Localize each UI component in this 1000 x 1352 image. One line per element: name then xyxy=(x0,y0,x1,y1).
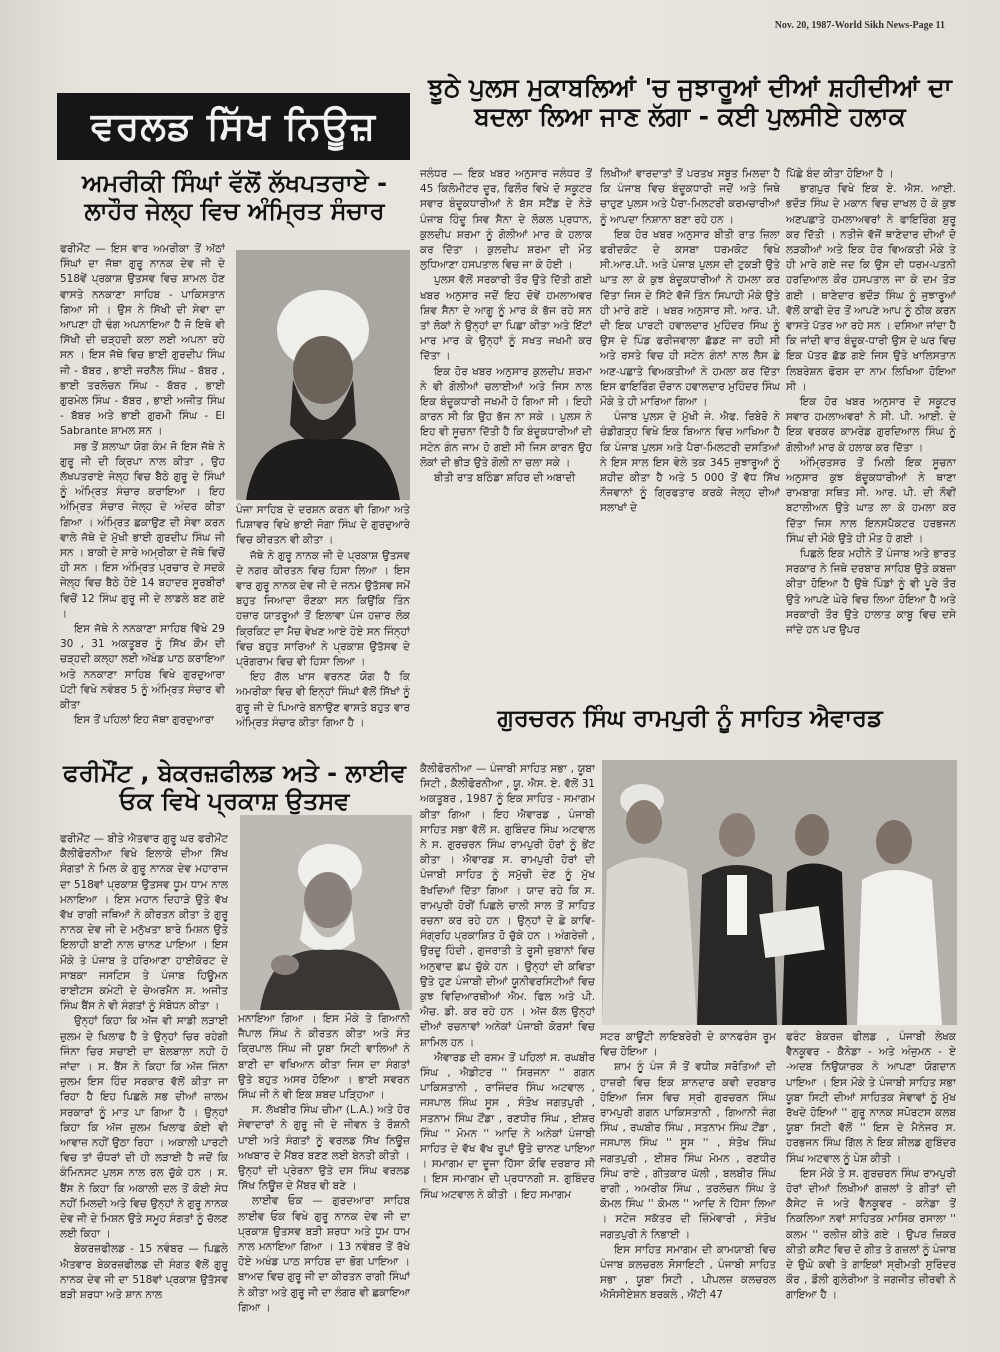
paragraph: ਅੰਮ੍ਰਿਤਸਰ ਤੋਂ ਮਿਲੀ ਇਕ ਸੂਚਨਾ ਅਨੁਸਾਰ ਕੁਝ ਬੰਦੂਕਧਾਰੀਆਂ ਨੇ ਥਾਣਾ ਰਾਮਬਾਗ ਸਥਿਤ ਸੀ. ਆਰ. ਪੀ. ਦੀ ਨੌਵੀਂ ਬਟਾਲੀਅਨ ਉਤੇ ਘਾਤ ਲਾ ਕੇ ਹਮਲਾ ਕਰ ਦਿੱਤਾ ਜਿਸ ਨਾਲ ਇਨਸਪੈਕਟਰ ਹਰਭਜਨ ਸਿੰਘ ਦੀ ਮੌਕੇ ਉਤੇ ਹੀ ਮੌਤ ਹੋ ਗਈ । xyxy=(786,456,956,545)
paragraph: ਸ. ਲੱਖਬੀਰ ਸਿੰਘ ਚੀਮਾ (L.A.) ਅਤੇ ਹੋਰ ਸੇਵਾਦਾਰਾਂ ਨੇ ਗੁਰੂ ਜੀ ਦੇ ਜੀਵਨ ਤੇ ਰੌਸ਼ਨੀ ਪਾਈ ਅਤੇ ਸੰਗਤਾਂ ਨੂੰ ਵਰਲਡ ਸਿੱਖ ਨਿਊਜ਼ ਅਖਬਾਰ ਦੇ ਮੈਂਬਰ ਬਣਣ ਲਈ ਬੇਨਤੀ ਕੀਤੀ । ਉਨ੍ਹਾਂ ਦੀ ਪ੍ਰੇਰਨਾ ਉਤੇ ਦਸ ਸਿੰਘ ਵਰਲਡ ਸਿੱਖ ਨਿਊਜ਼ ਦੇ ਮੈਂਬਰ ਵੀ ਬਣੇ । xyxy=(238,1104,410,1193)
elder-portrait-photo xyxy=(240,815,412,1010)
paragraph: ਫਰੰਟ ਬੇਕਰਜ਼ ਫੀਲਡ , ਪੰਜਾਬੀ ਲੇਖਕ ਵੈਨਕੂਵਰ - ਕੈਨੇਡਾ - ਅਤੇ ਅੰਜੁਮਨ - ਏ -ਅਦਬ ਨਿਉਯਾਰਕ ਨੇ ਆਪਣਾ ਯੋਗਦਾਨ ਪਾਇਆ । ਇਸ ਮੌਕੇ ਤੇ ਪੰਜਾਬੀ ਸਾਹਿਤ ਸਭਾ ਯੂਬਾ ਸਿਟੀ ਦੀਆਂ ਸਾਹਿਤਕ ਸੇਵਾਵਾਂ ਨੂੰ ਮੁੱਖ ਰੱਖਦੇ ਹੋਇਆਂ '' ਗੁਰੂ ਨਾਨਕ ਸਪੋਰਟਸ ਕਲਬ ਯੂਬਾ ਸਿਟੀ ਵੱਲੋਂ '' ਇਸ ਦੇ ਮੈਨੇਜਰ ਸ. ਹਰਭਜਨ ਸਿੰਘ ਗਿੱਲ ਨੇ ਇਕ ਸ਼ੀਲਡ ਗੁਬਿੰਦਰ ਸਿੰਘ ਅਟਵਾਲ ਨੂੰ ਪੇਸ਼ ਕੀਤੀ । xyxy=(786,1031,956,1165)
paragraph: ਇਸ ਮੌਕੇ ਤੇ ਸ. ਗੁਰਚਰਨ ਸਿੰਘ ਰਾਮਪੁਰੀ ਹੋਰਾਂ ਦੀਆਂ ਲਿਖੀਆਂ ਗਜ਼ਲਾਂ ਤੇ ਗੀਤਾਂ ਦੀ ਕੈਸੇਟ ਜੋ ਅਤੇ ਵੈਨਕੂਵਰ - ਕਨੇਡਾ ਤੋਂ ਨਿਕਲਿਆ ਨਵਾਂ ਸਾਹਿਤਕ ਮਾਸਿਕ ਰਸਾਲਾ '' ਕਲਮ '' ਰਲੀਜ਼ ਕੀਤੇ ਗਏ । ਉਪਰ ਜ਼ਿਕਰ ਕੀਤੀ ਕਸੈਟ ਵਿਚ ਦੋ ਗੀਤ ਤੇ ਗਜ਼ਲਾਂ ਨੂੰ ਪੰਜਾਬ ਦੇ ਉਘੇ ਕਵੀ ਤੇ ਗਾਇਕਾਂ ਸ੍ਰੀਮਤੀ ਸੁਰਿੰਦਰ ਕੌਰ , ਡੌਲੀ ਗੁਲੇਰੀਆ ਤੇ ਜਗਜੀਤ ਜ਼ੀਰਵੀ ਨੇ ਗਾਇਆ ਹੈ । xyxy=(786,1167,956,1302)
paragraph: ਇਹ ਗੱਲ ਖਾਸ ਵਰਨਣ ਯੋਗ ਹੈ ਕਿ ਅਮਰੀਕਾ ਵਿਚ ਵੀ ਇਨ੍ਹਾਂ ਸਿੰਘਾਂ ਵੱਲੋਂ ਸਿੱਖਾਂ ਨੂੰ ਗੁਰੂ ਜੀ ਦੇ ਪਿਆਰੇ ਬਨਾਉਣ ਵਾਸਤੇ ਬਹੁਤ ਵਾਰ ਅੰਮ੍ਰਿਤ ਸੰਚਾਰ ਕੀਤਾ ਗਿਆ ਹੈ । xyxy=(236,671,410,729)
paragraph: ਪਿਛਲੇ ਇਕ ਮਹੀਨੇ ਤੋਂ ਪੰਜਾਬ ਅਤੇ ਭਾਰਤ ਸਰਕਾਰ ਨੇ ਜਿਥੇ ਦਰਬਾਰ ਸਾਹਿਬ ਉਤੇ ਕਬਜ਼ਾ ਕੀਤਾ ਹੋਇਆ ਹੈ ਉਥੇ ਪਿੰਡਾਂ ਨੂੰ ਵੀ ਪੂਰੇ ਤੌਰ ਉਤੇ ਆਪਣੇ ਘੇਰੇ ਵਿਚ ਲਿਆ ਹੋਇਆ ਹੈ ਅਤੇ ਸਰਕਾਰੀ ਤੌਰ ਉਤੇ ਹਾਲਾਤ ਕਾਬੂ ਵਿਚ ਦਸੇ ਜਾਂਦੇ ਹਨ ਪਰ ਉਪਰ xyxy=(786,548,956,637)
award-column-1 xyxy=(420,762,595,1344)
main-column-3 xyxy=(786,167,956,695)
award-column-2 xyxy=(600,1030,776,1345)
paragraph: ਐਵਾਰਡ ਦੀ ਰਸਮ ਤੋਂ ਪਹਿਲਾਂ ਸ. ਰਘਬੀਰ ਸਿੰਘ , ਐਡੀਟਰ '' ਸਿਰਜਨਾ '' ਗਗਨ ਪਾਕਿਸਤਾਨੀ , ਰਾਜਿੰਦਰ ਸਿੰਘ ਅਟਵਾਲ , ਜਸਪਾਲ ਸਿੰਘ ਸੂਸ , ਸੰਤੋਖ ਜਗਤਪੁਰੀ , ਸਤਨਾਮ ਸਿੰਘ ਟੌਂਡਾ , ਰਣਧੀਰ ਸਿੰਘ , ਈਸ਼ਰ ਸਿੰਘ '' ਮੋਮਨ '' ਆਦਿ ਨੇ ਅਨੇਕਾਂ ਪੰਜਾਬੀ ਸਾਹਿਤ ਦੇ ਵੱਖ ਵੱਖ ਰੂਪਾਂ ਉਤੇ ਚਾਨਣ ਪਾਇਆ । ਸਮਾਗਮ ਦਾ ਦੂਜਾ ਹਿੱਸਾ ਕੋਵਿ ਦਰਬਾਰ ਸੀ । ਇਸ ਸਮਾਗਮ ਦੀ ਪ੍ਰਧਾਨਗੀ ਸ. ਗੁਬਿੰਦਰ ਸਿੰਘ ਅਟਵਾਲ ਨੇ ਕੀਤੀ । ਇਹ ਸਮਾਗਮ xyxy=(420,1051,595,1201)
masthead: ਵਰਲਡ ਸਿੱਖ ਨਿਊਜ਼ xyxy=(57,93,410,160)
lahore-column-1 xyxy=(60,242,225,747)
paragraph: ਭਾਗਪੁਰ ਵਿਖੇ ਇਕ ਏ. ਐਸ. ਆਈ. ਭਦੌੜ ਸਿੰਘ ਦੇ ਮਕਾਨ ਵਿਚ ਦਾਖਲ ਹੋ ਕੇ ਕੁਝ ਅਣਪਛਾਤੇ ਹਮਲਾਅਵਰਾਂ ਨੇ ਫਾਇਰਿੰਗ ਸ਼ੁਰੂ ਕਰ ਦਿੱਤੀ । ਨਤੀਜੇ ਵੱਜੋਂ ਥਾਣੇਦਾਰ ਦੀਆਂ ਦੋ ਲੜਕੀਆਂ ਅਤੇ ਇਕ ਹੋਰ ਵਿਅਕਤੀ ਮੌਕੇ ਤੇ ਹੀ ਮਾਰੇ ਗਏ ਜਦ ਕਿ ਉਸ ਦੀ ਧਰਮ-ਪਤਨੀ ਹਰਦਿਆਲ ਕੌਰ ਹਸਪਤਾਲ ਜਾ ਕੇ ਦਮ ਤੋੜ ਗਈ । ਥਾਣੇਦਾਰ ਭਦੌੜ ਸਿੰਘ ਨੂੰ ਜੁਝਾਰੂਆਂ ਵੱਲੋਂ ਕਾਫੀ ਦੇਰ ਤੋਂ ਆਪਣੇ ਆਪ ਨੂੰ ਠੀਕ ਕਰਨ ਵਾਸਤੇ ਪੱਤਰ ਆ ਰਹੇ ਸਨ । ਦਸਿਆ ਜਾਂਦਾ ਹੈ ਕਿ ਜਾਂਦੀ ਵਾਰ ਬੰਦੂਕ-ਧਾਰੀ ਉਸ ਦੇ ਘਰ ਵਿਚ ਇਕ ਪੱਤਰ ਛੱਡ ਗਏ ਜਿਸ ਉਤੇ ਖਾਲਿਸਤਾਨ ਲਿਬਰੇਸ਼ਨ ਫੋਰਸ ਦਾ ਨਾਮ ਲਿਖਿਆ ਹੋਇਆ ਸੀ । xyxy=(786,183,956,393)
lahore-headline: ਅਮਰੀਕੀ ਸਿੰਘਾਂ ਵੱਲੋਂ ਲੱਖਪਤਰਾਏ - ਲਾਹੌਰ ਜੇਲ੍ਹ ਵਿਚ ਅੰਮ੍ਰਿਤ ਸੰਚਾਰ xyxy=(81,169,388,225)
fremont-column-1 xyxy=(60,832,228,1344)
fremont-headline: ਫਰੀਮੌਂਟ , ਬੇਕਰਜ਼ਫੀਲਡ ਅਤੇ - ਲਾਈਵ ਓਕ ਵਿਖੇ ਪ੍ਰਕਾਸ਼ ਉਤਸਵ xyxy=(63,759,406,815)
main-column-1 xyxy=(420,167,592,695)
paragraph: ਇਸ ਤੋਂ ਪਹਿਲਾਂ ਇਹ ਜੱਥਾ ਗੁਰਦੁਆਰਾ xyxy=(74,714,214,727)
portrait-image xyxy=(236,250,410,500)
paragraph: ਸ਼ਾਮ ਨੂੰ ਪੰਜ ਸੌ ਤੋਂ ਵਧੀਕ ਸਰੋਤਿਆਂ ਦੀ ਹਾਜ਼ਰੀ ਵਿਚ ਇਕ ਸ਼ਾਨਦਾਰ ਕਵੀ ਦਰਬਾਰ ਹੋਇਆ ਜਿਸ ਵਿਚ ਸ੍ਰੀ ਗੁਰਚਰਨ ਸਿੰਘ ਰਾਮਪੁਰੀ ਗਗਨ ਪਾਕਿਸਤਾਨੀ , ਗਿਆਨੀ ਜੰਗ ਸਿੰਘ , ਰਘਬੀਰ ਸਿੰਘ , ਸਤਨਾਮ ਸਿੰਘ ਟੌਂਡਾ , ਜਸਪਾਲ ਸਿੰਘ '' ਸੂਸ '' , ਸੰਤੋਖ ਸਿੰਘ ਜਗਤਪੁਰੀ , ਈਸ਼ਰ ਸਿੰਘ ਮੋਮਨ , ਰਣਧੀਰ ਸਿੰਘ ਰਾਏ , ਗੀਤਕਾਰ ਘੱਲੀ , ਬਲਬੀਰ ਸਿੰਘ ਰਾਗੀ , ਅਮਰੀਕ ਸਿੰਘ , ਤਰਲੋਚਨ ਸਿੰਘ ਤੇ ਕੋਮਲ ਸਿੰਘ '' ਕੋਮਲ '' ਆਦਿ ਨੇ ਹਿੱਸਾ ਲਿਆ । ਸਟੇਜ ਸਕੱਤਰ ਦੀ ਜ਼ਿੰਮੇਵਾਰੀ , ਸੰਤੋਖ ਜਗਤਪੁਰੀ ਨੇ ਨਿਭਾਈ । xyxy=(600,1061,776,1241)
paragraph: ਲਾਈਵ ਓਕ — ਗੁਰਦਆਰਾ ਸਾਹਿਬ ਲਾਈਵ ਓਕ ਵਿਖੇ ਗੁਰੂ ਨਾਨਕ ਦੇਵ ਜੀ ਦਾ ਪ੍ਰਕਾਸ਼ ਉਤਸਵ ਬੜੀ ਸ਼ਰਧਾ ਅਤੇ ਧੂਮ ਧਾਮ ਨਾਲ ਮਨਾਇਆ ਗਿਆ । 13 ਨਵੰਬਰ ਤੋਂ ਰੱਖੇ ਹੋਏ ਅਖੰਡ ਪਾਠ ਸਾਹਿਬ ਦਾ ਭੋਗ ਪਾਇਆ । ਬਾਅਦ ਵਿਚ ਗੁਰੂ ਜੀ ਦਾ ਕੀਰਤਨ ਰਾਗੀ ਸਿੰਘਾਂ ਨੇ ਕੀਤਾ ਅਤੇ ਗੁਰੂ ਜੀ ਦਾ ਲੰਗਰ ਵੀ ਛਕਾਇਆ ਗਿਆ । xyxy=(238,1195,410,1314)
elder-image xyxy=(240,815,412,1010)
fremont-column-2 xyxy=(238,1012,410,1344)
paragraph: ਉਨ੍ਹਾਂ ਕਿਹਾ ਕਿ ਅੱਜ ਵੀ ਸਾਡੀ ਲੜਾਈ ਜ਼ੁਲਮ ਦੇ ਖਿਲਾਫ ਹੈ ਤੇ ਉਨ੍ਹਾਂ ਚਿਰ ਰਹੇਗੀ ਜਿੰਨਾ ਚਿਰ ਸਚਾਈ ਦਾ ਬੋਲਬਾਲਾ ਨਹੀ ਹੋ ਜਾਂਦਾ । ਸ. ਬੈਂਸ ਨੇ ਕਿਹਾ ਕਿ ਅੱਜ ਜਿੰਨਾ ਜ਼ੁਲਮ ਇਸ ਹਿੰਦ ਸਰਕਾਰ ਵੱਲੋਂ ਕੀਤਾ ਜਾ ਰਿਹਾ ਹੈ ਇਹ ਪਿਛਲੇ ਸਭ ਦੀਆਂ ਜ਼ਾਲਮ ਸਰਕਾਰਾਂ ਨੂੰ ਮਾਤ ਪਾ ਗਿਆ ਹੈ । ਉਨ੍ਹਾਂ ਕਿਹਾ ਕਿ ਅੱਜ ਜ਼ੁਲਮ ਖਿਲਾਫ ਕੋਈ ਵੀ ਆਵਾਜ਼ ਨਹੀਂ ਉਠਾ ਰਿਹਾ । ਅਕਾਲੀ ਪਾਰਟੀ ਵਿਚ ਤਾਂ ਚੌਧਰਾਂ ਦੀ ਹੀ ਲੜਾਈ ਹੈ ਜਦੋਂ ਕਿ ਕੰਮਿਨਸਟ ਪੁਲਸ ਨਾਲ ਰਲ ਚੁੱਕੇ ਹਨ । ਸ. ਬੈਂਸ ਨੇ ਕਿਹਾ ਕਿ ਅਕਾਲੀ ਦਲ ਤੋਂ ਕੋਈ ਸੇਧ ਨਹੀਂ ਮਿਲਦੀ ਅਤੇ ਵਿਚ ਉਨ੍ਹਾਂ ਨੇ ਗੁਰੂ ਨਾਨਕ ਦੇਵ ਜੀ ਦੇ ਮਿਸ਼ਨ ਉਤੇ ਸਮੂਹ ਸੰਗਤਾਂ ਨੂੰ ਚੱਲਣ ਲਈ ਕਿਹਾ । xyxy=(60,1015,228,1241)
paragraph: ਪੰਜਾਬ ਪੁਲਸ ਦੇ ਮੁੱਖੀ ਜੇ. ਐਫ. ਰਿਬੇਰੋ ਨੇ ਚੰਡੀਗੜ੍ਹ ਵਿਖੇ ਇਕ ਬਿਆਨ ਵਿਚ ਆਖਿਆ ਹੈ ਕਿ ਪੰਜਾਬ ਪੁਲਸ ਅਤੇ ਪੈਰਾ-ਮਿਲਟਰੀ ਦਸਤਿਆਂ ਨੇ ਇਸ ਸਾਲ ਇਸ ਵੇਲੇ ਤਕ 345 ਜੁਝਾਰੂਆਂ ਨੂੰ ਸ਼ਹੀਦ ਕੀਤਾ ਹੈ ਅਤੇ 5 000 ਤੋਂ ਵੱਧ ਸਿੱਖ ਨੌਜਵਾਨਾਂ ਨੂੰ ਗ੍ਰਿਫਤਾਰ ਕਰਕੇ ਜੇਲ੍ਹ ਦੀਆਂ ਸਲਾਖਾਂ ਦੇ xyxy=(600,411,780,515)
paragraph: ਇਕ ਹੋਰ ਖਬਰ ਅਨੁਸਾਰ ਕੁਲਦੀਪ ਸ਼ਰਮਾ ਨੇ ਵੀ ਗੋਲੀਆਂ ਚਲਾਈਆਂ ਅਤੇ ਜਿਸ ਨਾਲ ਇਕ ਬੰਦੂਕਧਾਰੀ ਜਖਮੀ ਹੋ ਗਿਆ ਸੀ । ਇਹੀ ਕਾਰਨ ਸੀ ਕਿ ਉਹ ਭੱਜ ਨਾ ਸਕੇ । ਪੁਲਸ ਨੇ ਇਹ ਵੀ ਸੂਚਨਾ ਦਿੱਤੀ ਹੈ ਕਿ ਬੰਦੂਕਧਾਰੀਆਂ ਦੀ ਸਟੇਨ ਗੰਨ ਜਾਮ ਹੋ ਗਈ ਸੀ ਜਿਸ ਕਾਰਨ ਉਹ ਲੋਕਾਂ ਦੀ ਭੀੜ ਉਤੇ ਗੋਲੀ ਨਾ ਚਲਾ ਸਕੇ । xyxy=(420,365,592,469)
award-ceremony-image xyxy=(602,760,957,1025)
paragraph: ਜੱਥੇ ਨੇ ਗੁਰੂ ਨਾਨਕ ਜੀ ਦੇ ਪ੍ਰਕਾਸ਼ ਉਤਸਵ ਦੇ ਨਗਰ ਕੀਰਤਨ ਵਿਚ ਹਿਸਾ ਲਿਆ । ਇਸ ਵਾਰ ਗੁਰੂ ਨਾਨਕ ਦੇਵ ਜੀ ਦੇ ਜਨਮ ਉਤੱਸਵ ਸਮੇਂ ਬਹੁਤ ਜਿਆਦਾ ਰੌਣਕਾ ਸਨ ਕਿਉਂਕਿ ਤਿੰਨ ਹਜ਼ਾਰ ਯਾਤਰੂਆਂ ਤੋਂ ਇਲਾਵਾ ਪੰਜ ਹਜ਼ਾਰ ਲੋਕ ਕ੍ਰਿਕਿਟ ਦਾ ਮੈਚ ਵੇਖਣ ਆਏ ਹੋਏ ਸਨ ਜਿੰਨ੍ਹਾਂ ਵਿਚ ਬਹੁਤ ਸਾਰਿਆਂ ਨੇ ਪ੍ਰਕਾਸ਼ ਉਤੱਸਵ ਦੇ ਪ੍ਰੋਗਰਾਮ ਵਿਚ ਵੀ ਹਿਸਾ ਲਿਆ । xyxy=(236,549,410,669)
paragraph: ਜਲੰਧਰ — ਇਕ ਖਬਰ ਅਨੁਸਾਰ ਜਲੰਧਰ ਤੋਂ 45 ਕਿਲੋਮੀਟਰ ਦੂਰ, ਫਿਲੌਰ ਵਿਖੇ ਦੋ ਸਕੂਟਰ ਸਵਾਰ ਬੰਦੂਕਧਾਰੀਆਂ ਨੇ ਬੱਸ ਸਟੈਂਡ ਦੇ ਨੇੜੇ ਪੰਜਾਬ ਹਿੰਦੂ ਸਿਵ ਸੈਨਾ ਦੇ ਲੋਕਲ ਪ੍ਰਧਾਨ, ਕੁਲਦੀਪ ਸ਼ਰਮਾ ਨੂੰ ਗੋਲੀਆਂ ਮਾਰ ਕੇ ਹਲਾਕ ਕਰ ਦਿੱਤਾ । ਕੁਲਦੀਪ ਸ਼ਰਮਾ ਦੀ ਮੌਤ ਲੁਧਿਆਣਾ ਹਸਪਤਾਲ ਵਿਚ ਜਾ ਕੇ ਹੋਈ । xyxy=(420,168,592,272)
paragraph: ਬੇਕਰਜ਼ਫੀਲਡ - 15 ਨਵੰਬਰ — ਪਿਛਲੇ ਐਤਵਾਰ ਬੇਕਰਜ਼ਫੀਲਡ ਦੀ ਸੰਗਤ ਵੱਲੋਂ ਗੁਰੂ ਨਾਨਕ ਦੇਵ ਜੀ ਦਾ 518ਵਾਂ ਪ੍ਰਕਾਸ਼ ਉਤੱਸਵ ਬੜੀ ਸ਼ਰਧਾ ਅਤੇ ਸ਼ਾਨ ਨਾਲ xyxy=(60,1243,228,1302)
paragraph: ਇਸ ਜੱਥੇ ਨੇ ਨਨਕਾਣਾ ਸਾਹਿਬ ਵਿੱਖੇ 29 30 , 31 ਅਕਤੂਬਰ ਨੂੰ ਸਿੱਖ ਕੌਮ ਦੀ ਚੜ੍ਹਦੀ ਕਲ੍ਹਾ ਲਈ ਅੱਖੰਡ ਪਾਠ ਕਰਾਇਆ ਅਤੇ ਨਨਕਾਣਾ ਸਾਹਿਬ ਵਿਖੇ ਗੁਰਦੁਆਰਾ ਪੱਟੀ ਵਿਖੇ ਨਵੰਬਰ 5 ਨੂੰ ਅੰਮ੍ਰਿਤ ਸੰਚਾਰ ਵੀ ਕੀਤਾ xyxy=(60,623,225,712)
award-headline: ਗੁਰਚਰਨ ਸਿੰਘ ਰਾਮਪੁਰੀ ਨੂੰ ਸਾਹਿਤ ਐਵਾਰਡ xyxy=(497,704,883,732)
main-headline: ਝੂਠੇ ਪੁਲਸ ਮੁਕਾਬਲਿਆਂ 'ਚ ਜੁਝਾਰੂਆਂ ਦੀਆਂ ਸ਼ਹੀਦੀਆਂ ਦਾ ਬਦਲਾ ਲਿਆ ਜਾਣ ਲੱਗਾ - ਕਈ ਪੁਲਸੀਏ ਹਲਾਕ xyxy=(428,73,952,131)
paragraph: ਫਰੀਮੌਂਟ — ਬੀਤੇ ਐਤਵਾਰ ਗੁਰੂ ਘਰ ਫਰੀਮੌਂਟ ਕੈਲੀਫੋਰਨੀਆ ਵਿਖੇ ਇਲਾਕੇ ਦੀਆ ਸਿੱਖ ਸੰਗਤਾਂ ਨੇ ਮਿਲ ਕੇ ਗੁਰੂ ਨਾਨਕ ਦੇਵ ਮਹਾਰਾਜ ਦਾ 518ਵਾਂ ਪ੍ਰਕਾਸ਼ ਉਤਸਵ ਧੂਮ ਧਾਮ ਨਾਲ ਮਨਾਇਆ । ਇਸ ਮਹਾਨ ਦਿਹਾੜੇ ਉਤੇ ਵੱਖ ਵੱਖ ਰਾਗੀ ਜਥਿਆਂ ਨੇ ਕੀਰਤਨ ਕੀਤਾ ਤੇ ਗੁਰੂ ਨਾਨਕ ਦੇਵ ਜੀ ਦੇ ਮਨੁੱਖਤਾ ਬਾਰੇ ਮਿਸ਼ਨ ਉਤੇ ਇਲਾਹੀ ਬਾਣੀ ਨਾਲ ਚਾਨਣ ਪਾਇਆ । ਇਸ ਮੌਕੇ ਤੇ ਪੰਜਾਬ ਤੇ ਹਰਿਆਣਾ ਹਾਈਕੋਰਟ ਦੇ ਸਾਬਕਾ ਜਸਟਿਸ ਤੇ ਪੰਜਾਬ ਹਿਊਮਨ ਰਾਈਟਸ ਕਮੇਟੀ ਦੇ ਚੇਅਰਮੈਨ ਸ. ਅਜੀਤ ਸਿੰਘ ਬੈਂਸ ਨੇ ਵੀ ਸੰਗਤਾਂ ਨੂੰ ਸੰਬੋਧਨ ਕੀਤਾ । xyxy=(60,833,228,1013)
paragraph: ਇਕ ਹੋਰ ਖਬਰ ਅਨੁਸਾਰ ਬੀਤੀ ਰਾਤ ਜ਼ਿਲਾ ਫਰੀਦਕੋਟ ਦੇ ਕਸਬਾ ਧਰਮਕੋਟ ਵਿਖੇ ਸੀ.ਆਰ.ਪੀ. ਅਤੇ ਪੰਜਾਬ ਪੁਲਸ ਦੀ ਟੁਕੜੀ ਉਤੇ ਘਾਤ ਲਾ ਕੇ ਕੁਝ ਬੰਦੂਕਧਾਰੀਆਂ ਨੇ ਹਮਲਾ ਕਰ ਦਿੱਤਾ ਜਿਸ ਦੇ ਸਿੱਟੇ ਵੱਜੋਂ ਤਿੰਨ ਸਿਪਾਹੀ ਮੌਕੇ ਉਤੇ ਹੀ ਮਾਰੇ ਗਏ । ਖਬਰ ਅਨੁਸਾਰ ਸੀ. ਆਰ. ਪੀ. ਦੀ ਇਕ ਪਾਰਟੀ ਹਵਾਲਦਾਰ ਮੁਹਿੰਦਰ ਸਿੰਘ ਨੂੰ ਉਸ ਦੇ ਪਿੰਡ ਫਰੀਜਵਾਲਾ ਛੱਡਣ ਜਾ ਰਹੀ ਸੀ ਅਤੇ ਰਸਤੇ ਵਿਚ ਹੀ ਸਟੇਨ ਗੰਨਾਂ ਨਾਲ ਲੈਸ ਛੇ ਅਣ-ਪਛਾਤੇ ਵਿਅਕਤੀਆਂ ਨੇ ਹਮਲਾ ਕਰ ਦਿੱਤਾ ਇਸ ਫਾਇਰਿੰਗ ਦੌਰਾਨ ਹਵਾਲਦਾਰ ਮੁਹਿੰਦਰ ਸਿੰਘ ਮੌਕੇ ਤੇ ਹੀ ਮਾਰਿਆ ਗਿਆ । xyxy=(600,228,780,409)
sikh-portrait-photo xyxy=(236,250,410,500)
paragraph: ਪੰਜਾ ਸਾਹਿਬ ਦੇ ਦਰਸ਼ਨ ਕਰਨ ਵੀ ਗਿਆ ਅਤੇ ਪਿਸ਼ਾਵਰ ਵਿਖੇ ਭਾਈ ਜੋਗਾ ਸਿੰਘ ਦੇ ਗੁਰਦੁਆਰੇ ਵਿਚ ਕੀਰਤਨ ਵੀ ਕੀਤਾ । xyxy=(236,504,410,547)
paragraph: ਕੈਲੀਫੋਰਨੀਆ — ਪੰਜਾਬੀ ਸਾਹਿਤ ਸਭਾ , ਯੂਬਾ ਸਿਟੀ , ਕੈਲੀਫੋਰਨੀਆ , ਯੂ. ਐਸ. ਏ. ਵੱਲੋਂ 31 ਅਕਤੂਬਰ , 1987 ਨੂੰ ਇਕ ਸਾਹਿਤ - ਸਮਾਗਮ ਕੀਤਾ ਗਿਆ । ਇਹ ਐਵਾਰਡ , ਪੰਜਾਬੀ ਸਾਹਿਤ ਸਭਾ ਵੱਲੋਂ ਸ. ਗੁਬਿੰਦਰ ਸਿੰਘ ਅਟਵਾਲ ਨੇ ਸ. ਗੁਰਚਰਨ ਸਿੰਘ ਰਾਮਪੁਰੀ ਹੋਰਾਂ ਨੂੰ ਭੇਂਟ ਕੀਤਾ । ਐਵਾਰਡ ਸ. ਰਾਮਪੁਰੀ ਹੋਰਾਂ ਦੀ ਪੰਜਾਬੀ ਸਾਹਿਤ ਨੂੰ ਸਮੁੱਚੀ ਦੇਣ ਨੂੰ ਮੁੱਖ ਰੱਖਦਿਆਂ ਦਿੱਤਾ ਗਿਆ । ਯਾਦ ਰਹੇ ਕਿ ਸ. ਰਾਮਪੁਰੀ ਹੋਰੀਂ ਪਿਛਲੇ ਚਾਲੀ ਸਾਲ ਤੋਂ ਸਾਹਿਤ ਰਚਨਾ ਕਰ ਰਹੇ ਹਨ । ਉਨ੍ਹਾਂ ਦੇ ਛੇ ਕਾਵਿ-ਸੰਗ੍ਰਹਿ ਪ੍ਰਕਾਸ਼ਿਤ ਹੋ ਚੁੱਕੇ ਹਨ । ਅੰਗਰੇਜ਼ੀ , ਉਰਦੂ ਹਿੰਦੀ , ਗੁਜਰਾਤੀ ਤੇ ਰੂਸੀ ਜ਼ੁਬਾਨਾਂ ਵਿਚ ਅਨੁਵਾਦ ਛਪ ਚੁੱਕੇ ਹਨ । ਉਨ੍ਹਾਂ ਦੀ ਕਵਿਤਾ ਉਤੇ ਹੁਣ ਪੰਜਾਬੀ ਦੀਆਂ ਯੂਨੀਵਰਸਿਟੀਆਂ ਵਿਚ ਕੁਝ ਵਿਦਿਆਰਥੀਆਂ ਐਮ. ਫਿਲ ਅਤੇ ਪੀ. ਐਚ. ਡੀ. ਕਰ ਰਹੇ ਹਨ । ਅੱਜ ਕੱਲ ਉਨ੍ਹਾਂ ਦੀਆਂ ਰਚਨਾਵਾਂ ਅਨੇਕਾਂ ਪੰਜਾਬੀ ਕੋਰਸਾਂ ਵਿਚ ਸ਼ਾਮਿਲ ਹਨ । xyxy=(420,763,595,1049)
paragraph: ਲਿਖੀਆਂ ਵਾਰਦਾਤਾਂ ਤੋਂ ਪਰਤਖ ਸਬੂਤ ਮਿਲਦਾ ਹੈ ਕਿ ਪੰਜਾਬ ਵਿਚ ਬੰਦੂਕਧਾਰੀ ਜਦੋਂ ਅਤੇ ਜਿਥੇ ਚਾਹੁਣ ਪੁਲਸ ਅਤੇ ਪੈਰਾ-ਮਿਲਟਰੀ ਕਰਮਚਾਰੀਆਂ ਨੂੰ ਆਪਦਾ ਨਿਸ਼ਾਨਾ ਬਣਾ ਰਹੇ ਹਨ । xyxy=(600,168,780,226)
paragraph: ਸਭ ਤੋਂ ਸ਼ਲਾਘਾ ਯੋਗ ਕੰਮ ਜੋ ਇਸ ਜੱਥੇ ਨੇ ਗੁਰੂ ਜੀ ਦੀ ਕ੍ਰਿਪਾ ਨਾਲ ਕੀਤਾ , ਉਹ ਲੱਖਪਤਰਾਏ ਜੇਲ੍ਹ ਵਿਚ ਬੈਠੇ ਗੁਰੂ ਦੇ ਸਿੰਘਾਂ ਨੂੰ ਅੰਮ੍ਰਿਤ ਸੰਚਾਰ ਕਰਾਇਆ । ਇਹ ਅੰਮ੍ਰਿਤ ਸੰਚਾਰ ਜੇਲ੍ਹ ਦੇ ਅੰਦਰ ਕੀਤਾ ਗਿਆ । ਅੰਮ੍ਰਿਤ ਛਕਾਉਣ ਦੀ ਸੇਵਾ ਕਰਨ ਵਾਲੇ ਜੱਥੇ ਦੇ ਮੁੱਖੀ ਭਾਈ ਗੁਰਦੀਪ ਸਿੰਘ ਜੀ ਸਨ । ਬਾਕੀ ਦੇ ਸਾਰੇ ਅਮ੍ਰੀਕਾ ਦੇ ਜੱਥੇ ਵਿਚੋਂ ਹੀ ਸਨ । ਇਸ ਅੰਮ੍ਰਿਤ ਪ੍ਰਚਾਰ ਦੇ ਸਦਕੇ ਜੇਲ੍ਹ ਵਿਚ ਬੈਠੇ ਹੋਏ 14 ਬਹਾਦਰ ਸੂਰਬੀਰਾਂ ਵਿਚੋਂ 12 ਸਿੰਘ ਗੁਰੂ ਜੀ ਦੇ ਲਾਡਲੇ ਬਣ ਗਏ । xyxy=(60,440,225,620)
paragraph: ਮਨਾਇਆ ਗਿਆ । ਇਸ ਮੌਕੇ ਤੇ ਗਿਆਨੀ ਜੈਪਾਲ ਸਿੰਘ ਨੇ ਕੀਰਤਨ ਕੀਤਾ ਅਤੇ ਸੰਤ ਕ੍ਰਿਪਾਲ ਸਿੰਘ ਜੀ ਯੂਬਾ ਸਿਟੀ ਵਾਲਿਆਂ ਨੇ ਬਾਣੀ ਦਾ ਵਖਿਆਨ ਕੀਤਾ ਜਿਸ ਦਾ ਸੰਗਤਾਂ ਉਤੇ ਬਹੁਤ ਅਸਰ ਹੋਇਆ । ਭਾਈ ਸਵਰਨ ਸਿੰਘ ਜੀ ਨੇ ਵੀ ਇਕ ਸ਼ਬਦ ਪੜ੍ਹਿਆ । xyxy=(238,1013,410,1102)
paragraph: ਬੀਤੀ ਰਾਤ ਬਠਿੰਡਾ ਸ਼ਹਿਰ ਦੀ ਅਬਾਦੀ xyxy=(434,472,576,485)
paragraph: ਫਰੀਮੌਂਟ — ਇਸ ਵਾਰ ਅਮਰੀਕਾ ਤੋਂ ਅੱਠਾਂ ਸਿੰਘਾਂ ਦਾ ਜੱਥਾ ਗੁਰੂ ਨਾਨਕ ਦੇਵ ਜੀ ਦੇ 518ਵੇਂ ਪ੍ਰਕਾਸ਼ ਉਤਸਵ ਵਿਚ ਸ਼ਾਮਲ ਹੋਣ ਵਾਸਤੇ ਨਨਕਾਣਾ ਸਾਹਿਬ - ਪਾਕਿਸਤਾਨ ਗਿਆ ਸੀ । ਉਸ ਨੇ ਸਿੱਖੀ ਦੀ ਸੇਵਾ ਦਾ ਆਪਣਾ ਹੀ ਢੰਗ ਅਪਨਾਇਆ ਹੈ ਜੋ ਇਥੇ ਵੀ ਸਿੱਖੀ ਦੀ ਚੜ੍ਹਦੀ ਕਲਾ ਲਈ ਅਪਨਾ ਰਹੇ ਸਨ । ਇਸ ਜੱਥੇ ਵਿਚ ਭਾਈ ਗੁਰਦੀਪ ਸਿੰਘ ਜੀ - ਬੱਬਰ , ਭਾਈ ਜਰਨੈਲ ਸਿੰਘ - ਬੱਬਰ , ਭਾਈ ਤਰਲੋਚਨ ਸਿੰਘ - ਬੱਬਰ , ਭਾਈ ਗੁਰਮੇਲ ਸਿੰਘ - ਬੱਬਰ , ਭਾਈ ਅਜੀਤ ਸਿੰਘ - ਬੱਬਰ ਅਤੇ ਭਾਈ ਗੁਰਮੀ ਸਿੰਘ - El Sabrante ਸ਼ਾਮਲ ਸਨ । xyxy=(60,243,225,438)
paragraph: ਇਸ ਸਾਹਿਤ ਸਮਾਗਮ ਦੀ ਕਾਮਯਾਬੀ ਵਿਚ ਪੰਜਾਬ ਕਲਚਰਲ ਸੋਸਾਇਟੀ , ਪੰਜਾਬੀ ਸਾਹਿਤ ਸਭਾ , ਯੂਬਾ ਸਿਟੀ , ਪੀਪਲਜ਼ ਕਲਚਰਲ ਐਸੋਸੀਏਸ਼ਨ ਬਰਕਲੇ , ਐਂਟੀ 47 xyxy=(600,1243,776,1302)
page-folio: Nov. 20, 1987-World Sikh News-Page 11 xyxy=(774,20,945,31)
paragraph: ਸਟਰ ਕਾਊਂਟੀ ਲਾਇਬਰੇਰੀ ਦੇ ਕਾਨਫਰੰਸ ਰੂਮ ਵਿਚ ਹੋਇਆ । xyxy=(600,1031,776,1059)
paragraph: ਪਿੱਛੇ ਬੰਦ ਕੀਤਾ ਹੋਇਆ ਹੈ । xyxy=(786,168,894,180)
paragraph: ਪੁਲਸ ਵੱਲੋਂ ਸਰਕਾਰੀ ਤੌਰ ਉਤੇ ਦਿੱਤੀ ਗਈ ਖਬਰ ਅਨੁਸਾਰ ਜਦੋਂ ਇਹ ਦੋਵੇਂ ਹਮਲਾਅਵਰ ਸ਼ਿਵ ਸੈਨਾ ਦੇ ਆਗੂ ਨੂੰ ਮਾਰ ਕੇ ਭੱਜ ਰਹੇ ਸਨ ਤਾਂ ਲੋਕਾਂ ਨੇ ਉਨ੍ਹਾਂ ਦਾ ਪਿਛਾ ਕੀਤਾ ਅਤੇ ਇੱਟਾਂ ਮਾਰ ਮਾਰ ਕੇ ਉਨ੍ਹਾਂ ਨੂੰ ਸਖਤ ਜਖਮੀ ਕਰ ਦਿੱਤਾ । xyxy=(420,274,592,363)
award-ceremony-photo xyxy=(602,760,957,1025)
paragraph: ਇਕ ਹੋਰ ਖਬਰ ਅਨੁਸਾਰ ਦੋ ਸਕੂਟਰ ਸਵਾਰ ਹਮਲਾਅਵਰਾਂ ਨੇ ਸੀ. ਪੀ. ਆਈ. ਦੇ ਇਕ ਵਰਕਰ ਕਾਮਰੇਡ ਗੁਰਦਿਆਲ ਸਿੰਘ ਨੂੰ ਗੋਲੀਆਂ ਮਾਰ ਕੇ ਹਲਾਕ ਕਰ ਦਿੱਤਾ । xyxy=(786,396,956,454)
main-column-2 xyxy=(600,167,780,695)
lahore-column-2 xyxy=(236,503,410,748)
award-column-3 xyxy=(786,1030,956,1345)
